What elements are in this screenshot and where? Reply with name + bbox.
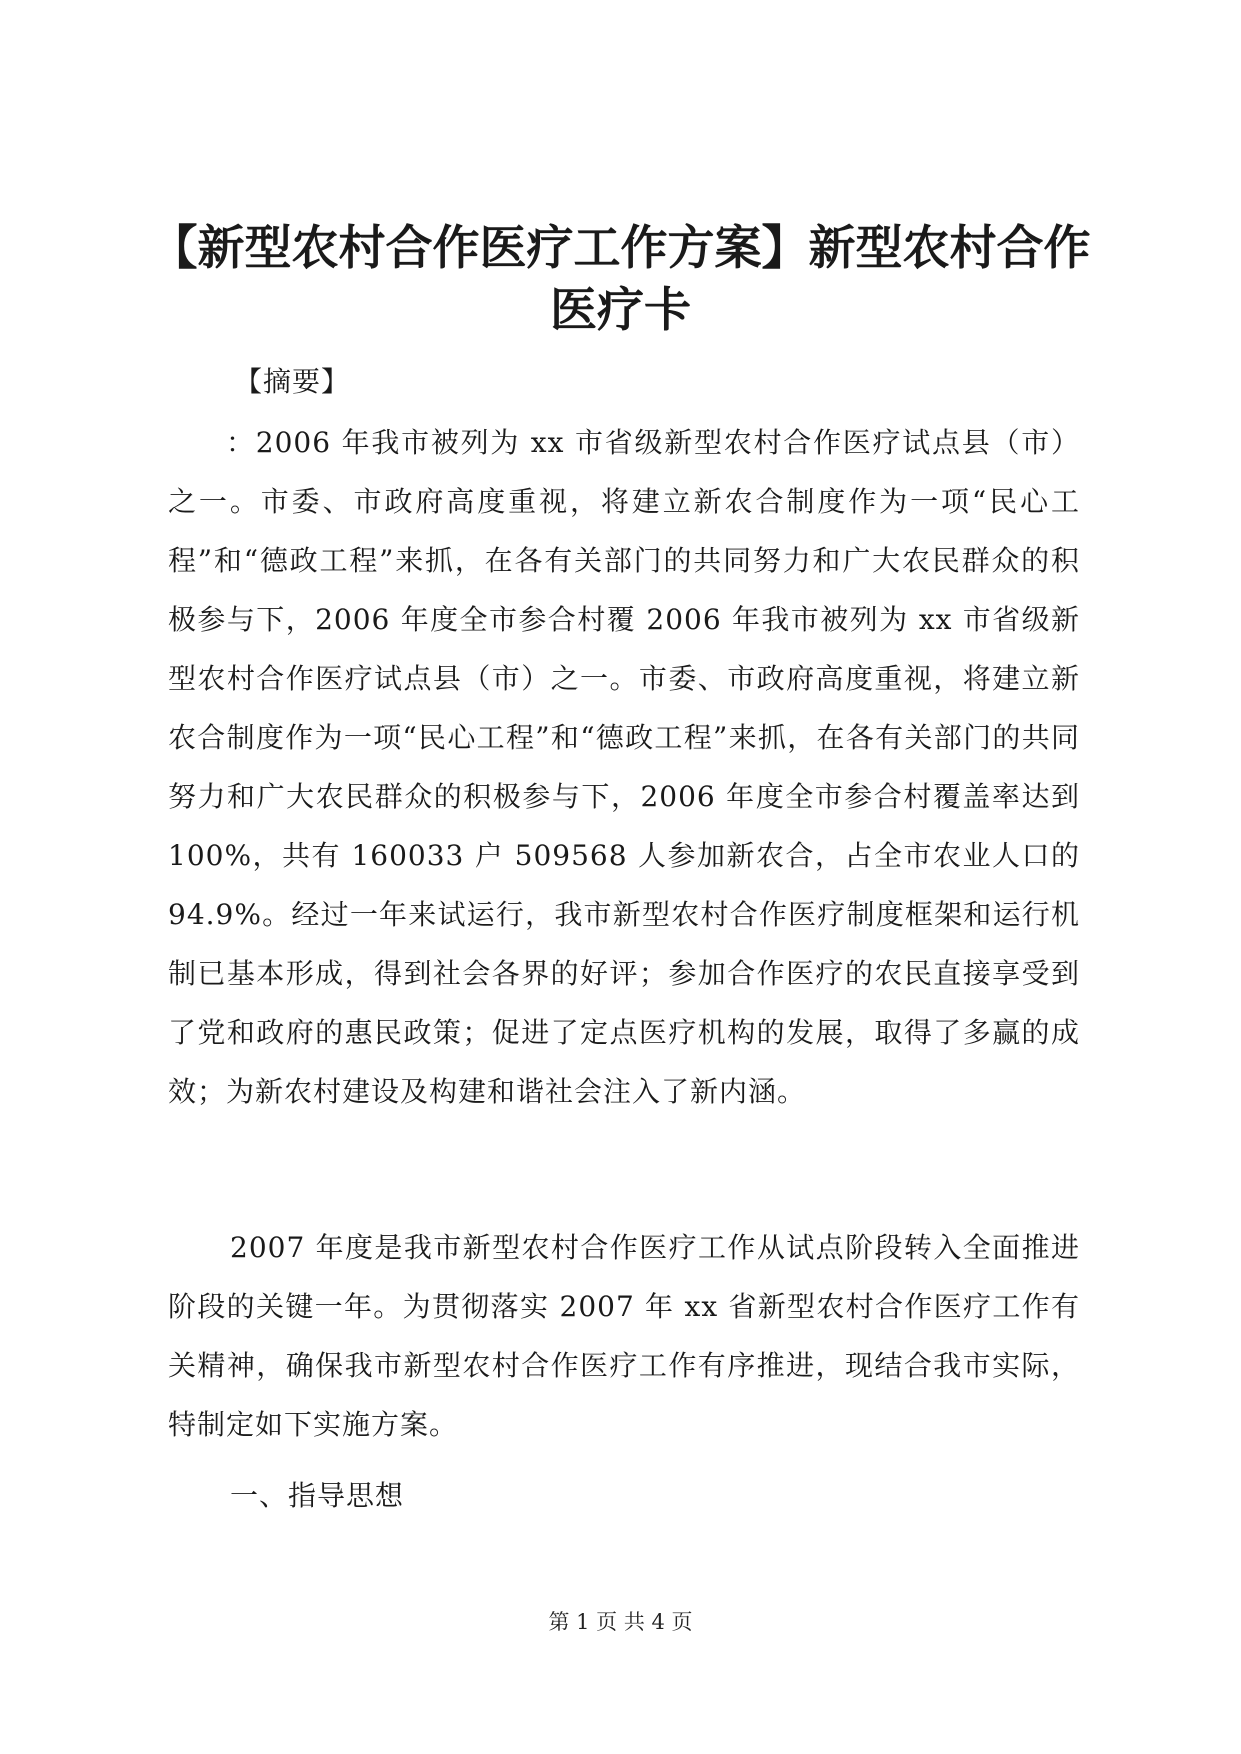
paragraph-2: 2007 年度是我市新型农村合作医疗工作从试点阶段转入全面推进阶段的关键一年。为贯彻落实 2007 年 xx 省新型农村合作医疗工作有关精神，确保我市新型农村合作医疗工作有序推进，现结合我市实际，特制定如下实施方案。 xyxy=(168,1231,1080,1441)
paragraph-1: ：2006 年我市被列为 xx 市省级新型农村合作医疗试点县（市）之一。市委、市政府高度重视，将建立新农合制度作为一项“民心工程”和“德政工程”来抓，在各有关部门的共同努力和广大农民群众的积极参与下，2006 年度全市参合村覆 2006 年我市被列为 xx 市省级新型农村合作医疗试点县（市）之一。市委、市政府高度重视，将建立新农合制度作为一项“民心工程”和“德政工程”来抓，在各有关部门的共同努力和广大农民群众的积极参与下，2006 年度全市参合村覆盖率达到 100%，共有 160033 户 509568 人参加新农合，占全市农业人口的 94.9%。经过一年来试运行，我市新型农村合作医疗制度框架和运行机制已基本形成，得到社会各界的好评；参加合作医疗的农民直接享受到了党和政府的惠民政策；促进了定点医疗机构的发展，取得了多赢的成效；为新农村建设及构建和谐社会注入了新内涵。 xyxy=(168,426,1080,1108)
title-line-2: 医疗卡 xyxy=(550,283,691,338)
document-title xyxy=(150,218,1091,342)
section-heading-guiding-ideology: 一、指导思想 xyxy=(230,1479,405,1512)
abstract-label: 【摘要】 xyxy=(234,365,351,398)
page-footer: 第 1 页 共 4 页 xyxy=(548,1610,693,1634)
title-line-1: 【新型农村合作医疗工作方案】新型农村合作 xyxy=(150,221,1091,276)
